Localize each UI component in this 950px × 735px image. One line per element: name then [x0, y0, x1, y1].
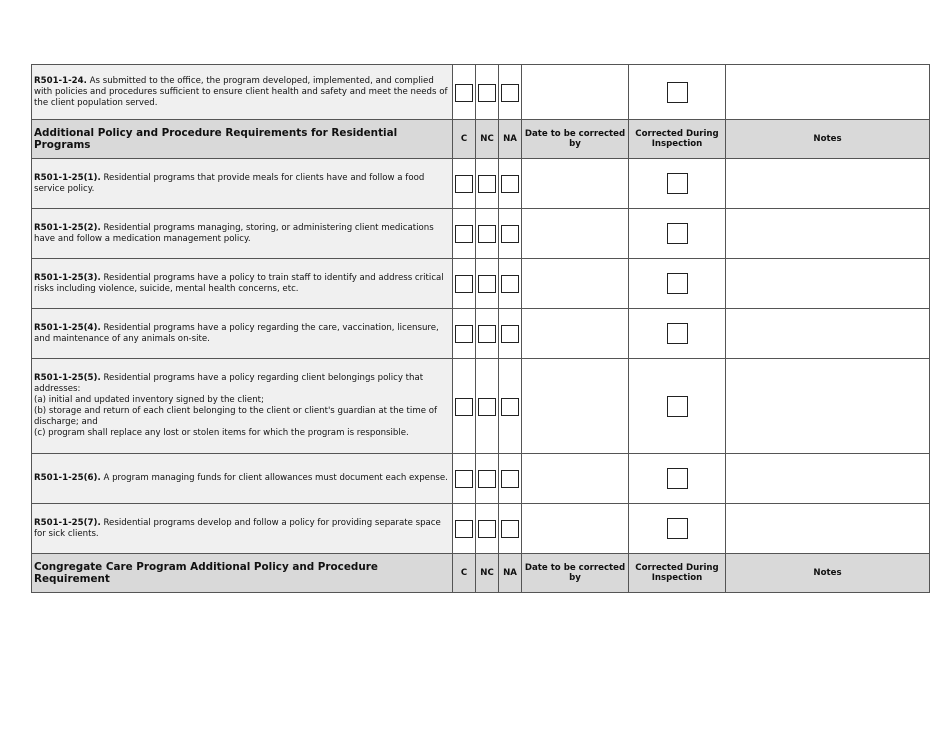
noncompliant-checkbox[interactable]: [478, 225, 496, 243]
compliant-checkbox[interactable]: [455, 470, 473, 488]
date-to-be-corrected-field[interactable]: [522, 65, 629, 120]
corrected-during-inspection-cell: [629, 209, 726, 259]
not-applicable-checkbox[interactable]: [501, 275, 519, 293]
c-cell: [453, 65, 476, 120]
date-to-be-corrected-field[interactable]: [522, 454, 629, 504]
nc-cell: [476, 454, 499, 504]
requirement-code: R501-1-25(5).: [34, 373, 101, 383]
column-header-notes: Notes: [726, 554, 930, 593]
requirement-cell: [32, 309, 453, 359]
nc-cell: [476, 159, 499, 209]
requirement-cell: [32, 159, 453, 209]
corrected-during-inspection-cell: [629, 359, 726, 454]
requirement-row: [32, 65, 930, 120]
section-header-row: [32, 554, 930, 593]
requirement-cell: [32, 504, 453, 554]
nc-cell: [476, 259, 499, 309]
compliant-checkbox[interactable]: [455, 175, 473, 193]
c-cell: [453, 209, 476, 259]
column-header-corrected-during-inspection: Corrected During Inspection: [629, 554, 726, 593]
not-applicable-checkbox[interactable]: [501, 470, 519, 488]
c-cell: [453, 504, 476, 554]
noncompliant-checkbox[interactable]: [478, 84, 496, 102]
nc-cell: [476, 504, 499, 554]
corrected-during-inspection-checkbox[interactable]: [667, 468, 688, 489]
date-to-be-corrected-field[interactable]: [522, 309, 629, 359]
section-header-row: [32, 120, 930, 159]
compliant-checkbox[interactable]: [455, 520, 473, 538]
not-applicable-checkbox[interactable]: [501, 520, 519, 538]
column-header-na: NA: [499, 120, 522, 159]
column-header-notes: Notes: [726, 120, 930, 159]
corrected-during-inspection-checkbox[interactable]: [667, 323, 688, 344]
nc-cell: [476, 359, 499, 454]
compliant-checkbox[interactable]: [455, 398, 473, 416]
na-cell: [499, 454, 522, 504]
requirement-text: A program managing funds for client allowances must document each expense.: [103, 473, 448, 483]
requirement-text: Residential programs have a policy regarding the care, vaccination, licensure, and maintenance of any animals on-site.: [34, 322, 439, 344]
column-header-c: C: [453, 120, 476, 159]
requirement-text: Residential programs managing, storing, or administering client medications have and follow a medication management policy.: [34, 222, 434, 244]
section-title: Additional Policy and Procedure Requirements for Residential Programs: [32, 120, 453, 159]
corrected-during-inspection-cell: [629, 259, 726, 309]
requirement-cell: [32, 454, 453, 504]
corrected-during-inspection-cell: [629, 504, 726, 554]
compliant-checkbox[interactable]: [455, 325, 473, 343]
notes-field[interactable]: [726, 65, 930, 120]
not-applicable-checkbox[interactable]: [501, 325, 519, 343]
requirement-code: R501-1-24.: [34, 75, 87, 86]
requirement-text: As submitted to the office, the program developed, implemented, and complied with policies and procedures sufficient to ensure client health and safety and meet the needs of the client population served.: [34, 75, 448, 108]
corrected-during-inspection-cell: [629, 309, 726, 359]
requirement-cell: [32, 65, 453, 120]
corrected-during-inspection-checkbox[interactable]: [667, 396, 688, 417]
section-title: Congregate Care Program Additional Policy and Procedure Requirement: [32, 554, 453, 593]
column-header-nc: NC: [476, 554, 499, 593]
compliant-checkbox[interactable]: [455, 84, 473, 102]
na-cell: [499, 209, 522, 259]
date-to-be-corrected-field[interactable]: [522, 504, 629, 554]
corrected-during-inspection-cell: [629, 454, 726, 504]
requirement-code: R501-1-25(7).: [34, 517, 101, 528]
corrected-during-inspection-checkbox[interactable]: [667, 223, 688, 244]
notes-field[interactable]: [726, 159, 930, 209]
corrected-during-inspection-cell: [629, 159, 726, 209]
corrected-during-inspection-checkbox[interactable]: [667, 82, 688, 103]
requirement-row: [32, 454, 930, 504]
requirement-cell: [32, 209, 453, 259]
checklist-body: [32, 65, 930, 593]
requirement-text: Residential programs have a policy regarding client belongings policy that addresses: (a) initial and updated inventory signed by the client; (b) storage and return of each client belonging to the client or client's guardian at the time of discharge; and (c) program shall replace any lost or stolen items for which the program is responsible.: [34, 373, 437, 438]
na-cell: [499, 359, 522, 454]
na-cell: [499, 309, 522, 359]
requirement-row: [32, 504, 930, 554]
column-header-nc: NC: [476, 120, 499, 159]
na-cell: [499, 504, 522, 554]
corrected-during-inspection-cell: [629, 65, 726, 120]
notes-field[interactable]: [726, 504, 930, 554]
c-cell: [453, 309, 476, 359]
requirement-code: R501-1-25(6).: [34, 473, 101, 483]
requirement-code: R501-1-25(2).: [34, 222, 101, 233]
column-header-date-to-be-corrected: Date to be corrected by: [522, 554, 629, 593]
date-to-be-corrected-field[interactable]: [522, 159, 629, 209]
requirement-row: [32, 259, 930, 309]
notes-field[interactable]: [726, 259, 930, 309]
requirement-row: [32, 209, 930, 259]
na-cell: [499, 159, 522, 209]
date-to-be-corrected-field[interactable]: [522, 259, 629, 309]
notes-field[interactable]: [726, 359, 930, 454]
column-header-corrected-during-inspection: Corrected During Inspection: [629, 120, 726, 159]
nc-cell: [476, 65, 499, 120]
noncompliant-checkbox[interactable]: [478, 175, 496, 193]
requirement-row: [32, 159, 930, 209]
column-header-c: C: [453, 554, 476, 593]
c-cell: [453, 159, 476, 209]
notes-field[interactable]: [726, 209, 930, 259]
requirement-text: Residential programs that provide meals for clients have and follow a food service policy.: [34, 172, 425, 194]
nc-cell: [476, 209, 499, 259]
na-cell: [499, 259, 522, 309]
c-cell: [453, 454, 476, 504]
column-header-na: NA: [499, 554, 522, 593]
noncompliant-checkbox[interactable]: [478, 325, 496, 343]
requirement-row: [32, 359, 930, 454]
c-cell: [453, 259, 476, 309]
column-header-date-to-be-corrected: Date to be corrected by: [522, 120, 629, 159]
compliant-checkbox[interactable]: [455, 225, 473, 243]
not-applicable-checkbox[interactable]: [501, 398, 519, 416]
not-applicable-checkbox[interactable]: [501, 84, 519, 102]
requirement-cell: [32, 259, 453, 309]
noncompliant-checkbox[interactable]: [478, 520, 496, 538]
notes-field[interactable]: [726, 454, 930, 504]
nc-cell: [476, 309, 499, 359]
requirement-text: Residential programs develop and follow a policy for providing separate space for sick clients.: [34, 517, 441, 539]
corrected-during-inspection-checkbox[interactable]: [667, 518, 688, 539]
requirement-text: Residential programs have a policy to train staff to identify and address critical risks including violence, suicide, mental health concerns, etc.: [34, 272, 444, 294]
na-cell: [499, 65, 522, 120]
noncompliant-checkbox[interactable]: [478, 470, 496, 488]
corrected-during-inspection-checkbox[interactable]: [667, 273, 688, 294]
requirement-cell: [32, 359, 453, 454]
c-cell: [453, 359, 476, 454]
requirement-row: [32, 309, 930, 359]
compliance-checklist-table: [31, 64, 930, 593]
requirement-code: R501-1-25(1).: [34, 172, 101, 183]
not-applicable-checkbox[interactable]: [501, 225, 519, 243]
noncompliant-checkbox[interactable]: [478, 398, 496, 416]
compliant-checkbox[interactable]: [455, 275, 473, 293]
not-applicable-checkbox[interactable]: [501, 175, 519, 193]
notes-field[interactable]: [726, 309, 930, 359]
corrected-during-inspection-checkbox[interactable]: [667, 173, 688, 194]
date-to-be-corrected-field[interactable]: [522, 209, 629, 259]
requirement-code: R501-1-25(4).: [34, 322, 101, 333]
requirement-code: R501-1-25(3).: [34, 272, 101, 283]
noncompliant-checkbox[interactable]: [478, 275, 496, 293]
date-to-be-corrected-field[interactable]: [522, 359, 629, 454]
